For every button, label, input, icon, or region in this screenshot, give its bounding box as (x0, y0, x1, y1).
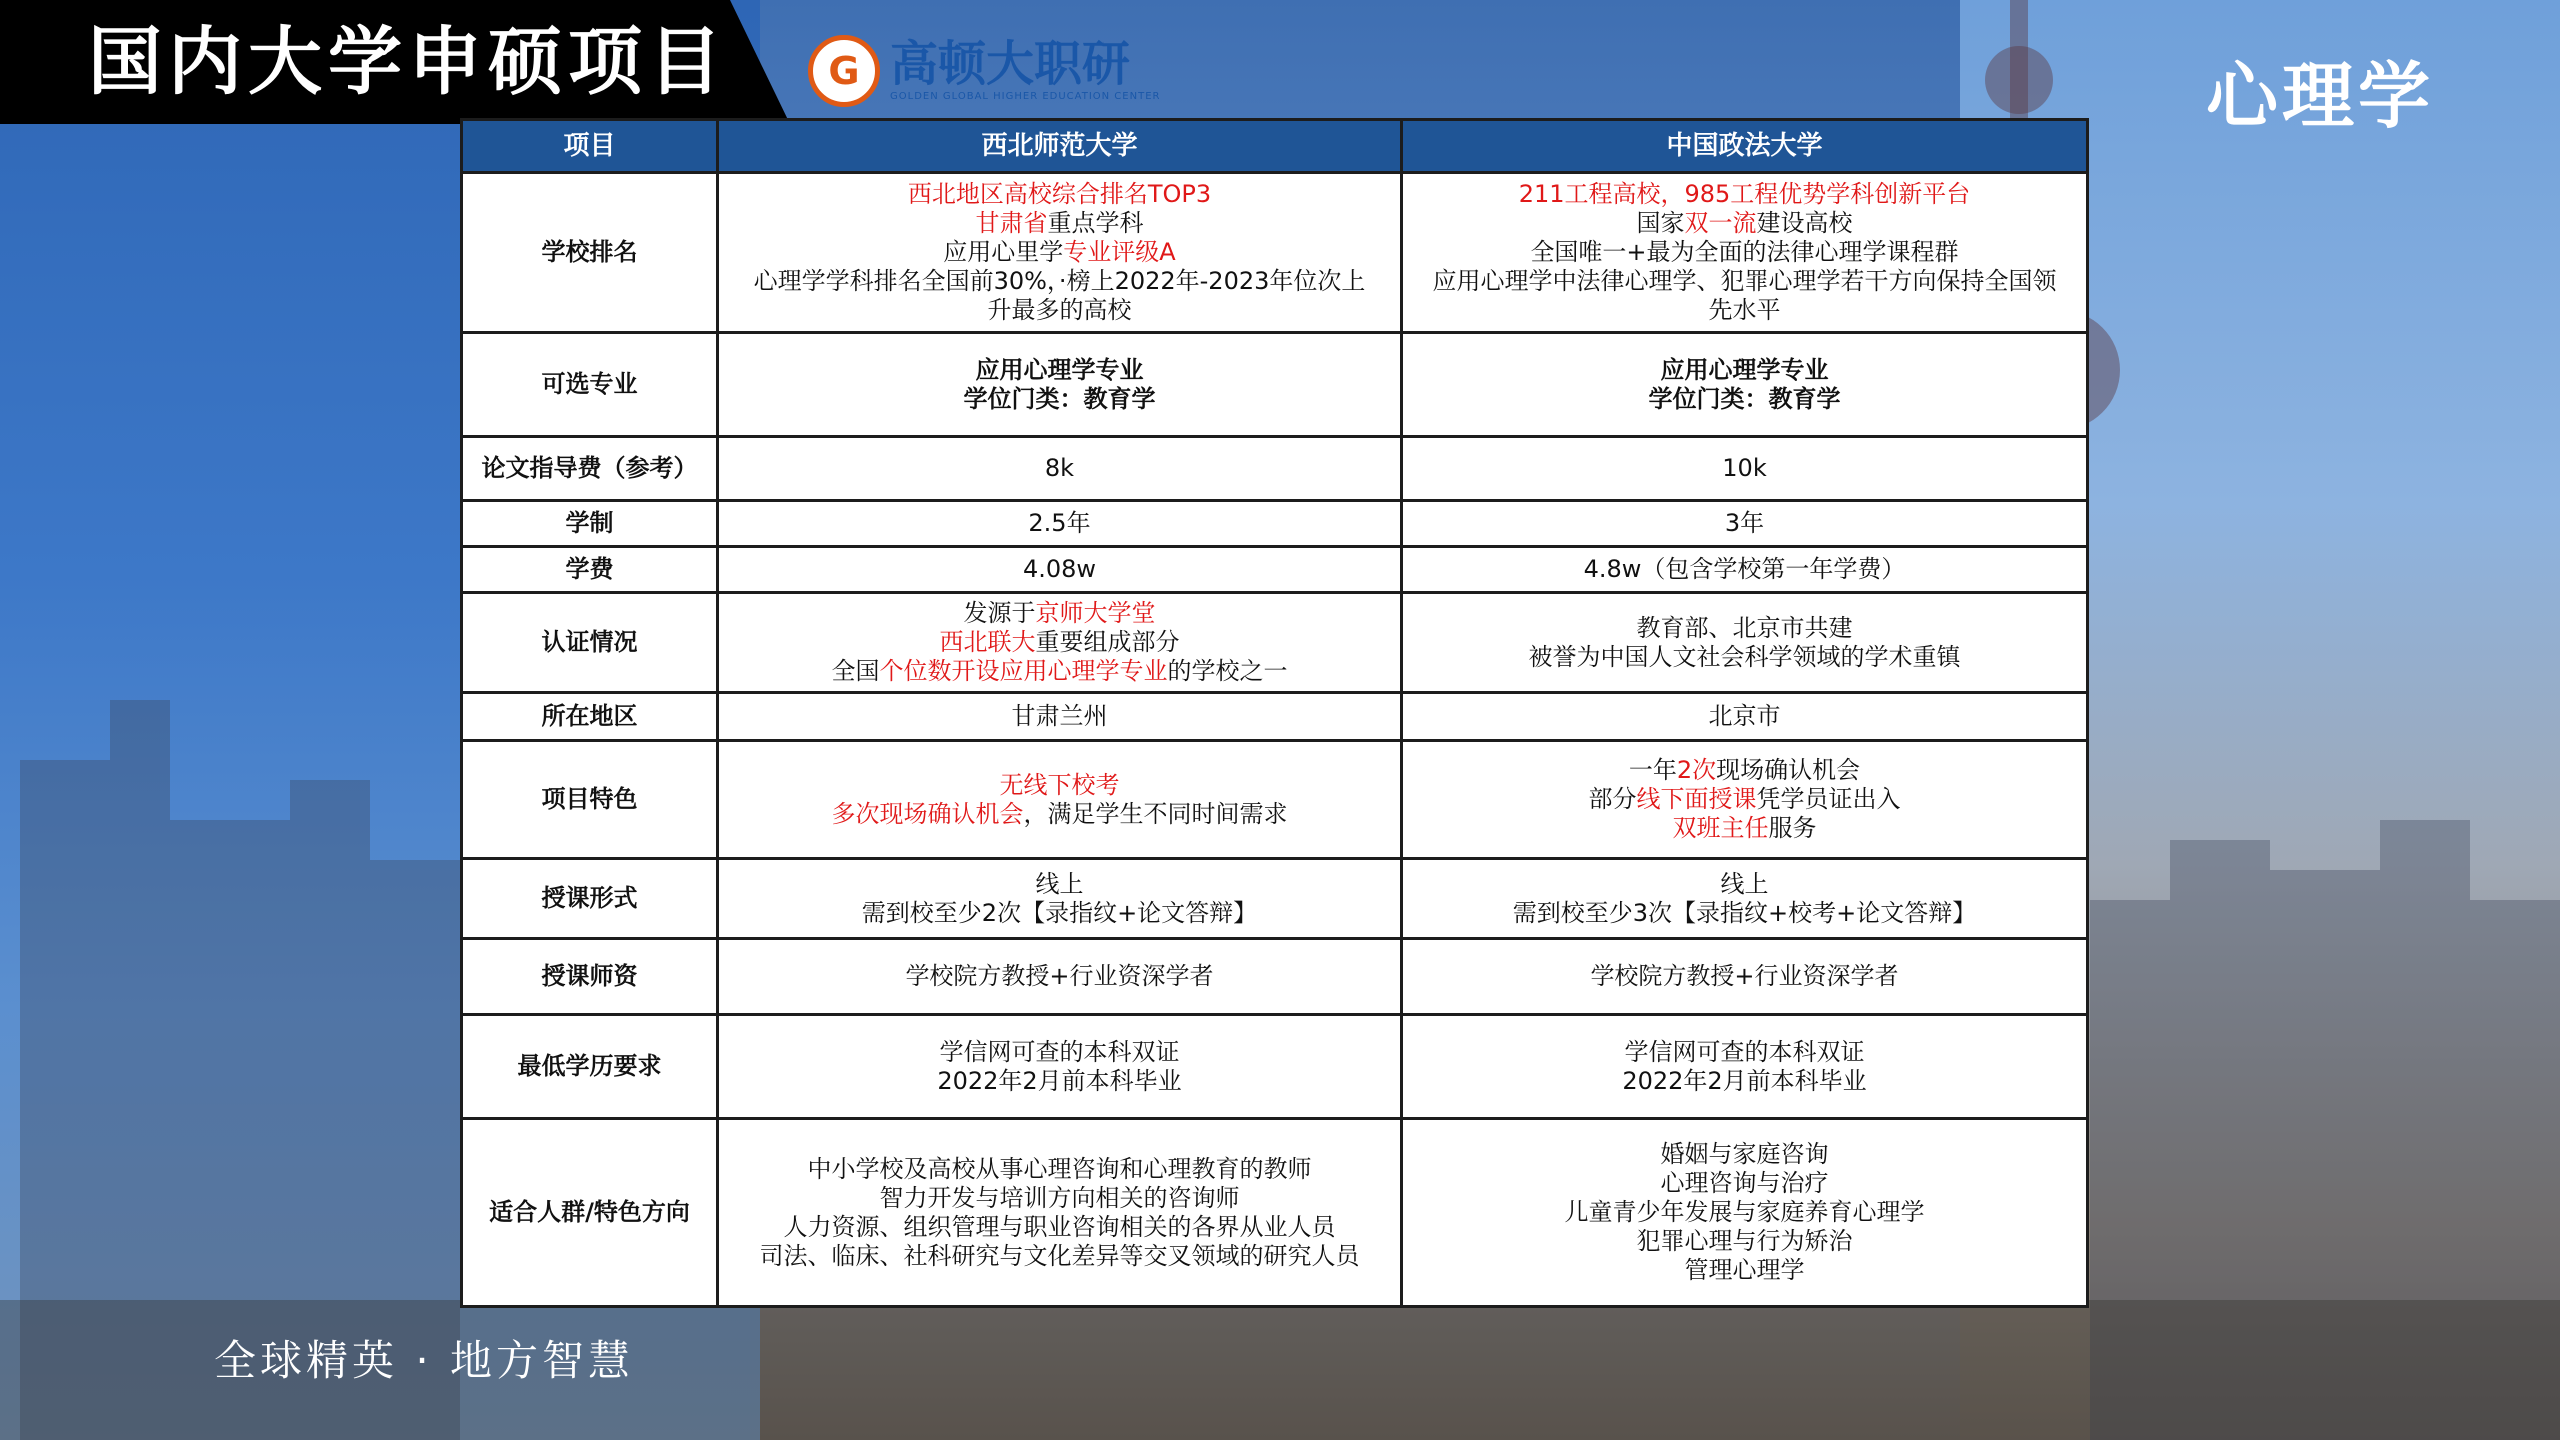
table-row (462, 501, 2088, 547)
row-label: 可选专业 (462, 333, 718, 437)
cell-line (1413, 1227, 2076, 1256)
cell-school-b (1402, 593, 2088, 693)
page-title: 国内大学申硕项目 (88, 19, 728, 105)
cell-line (1413, 614, 2076, 643)
cell-line (1413, 356, 2076, 385)
cell-line (729, 1038, 1390, 1067)
cell-line (1413, 962, 2076, 991)
cell-line (729, 454, 1390, 483)
cell-school-b (1402, 437, 2088, 501)
cell-school-a (718, 501, 1402, 547)
cell-text: 现场确认机会 (1716, 756, 1861, 784)
cell-text: 服务 (1768, 814, 1817, 842)
table-row (462, 1119, 2088, 1307)
cell-text: 2.5年 (1028, 509, 1091, 537)
cell-text: 国家 (1636, 209, 1685, 237)
cell-text: 发源于 (963, 599, 1036, 627)
highlight-text: 211工程高校，985工程优势学科创新平台 (1518, 180, 1971, 208)
cell-line (1413, 180, 2076, 209)
cell-line (1413, 1169, 2076, 1198)
cell-text: 先水平 (1708, 296, 1781, 324)
slogan: 全球精英 · 地方智慧 (214, 1336, 635, 1385)
brand-logo (808, 30, 1160, 112)
row-label: 所在地区 (462, 693, 718, 741)
highlight-text: 双一流 (1684, 209, 1757, 237)
highlight-text: 线下面授课 (1636, 785, 1757, 813)
cell-text: 应用心理学专业 (1660, 355, 1829, 384)
cell-line (729, 356, 1390, 385)
row-label: 学制 (462, 501, 718, 547)
cell-text: 全国 (831, 657, 880, 685)
cell-line (1413, 296, 2076, 325)
cell-line (729, 296, 1390, 325)
cell-line (729, 180, 1390, 209)
cell-text: 学信网可查的本科双证 (939, 1037, 1180, 1066)
highlight-text: 2次 (1676, 756, 1717, 784)
cell-text: 心理学学科排名全国前30%，·榜上2022年-2023年位次上 (753, 267, 1366, 295)
table-row (462, 1015, 2088, 1119)
cell-line (729, 870, 1390, 899)
cell-text: 管理心理学 (1684, 1256, 1805, 1284)
highlight-text: 西北联大 (939, 628, 1036, 656)
cell-text: 需到校至少2次【录指纹+论文答辩】 (861, 898, 1258, 927)
cell-school-b (1402, 693, 2088, 741)
cell-text: 需到校至少3次【录指纹+校考+论文答辩】 (1512, 898, 1977, 927)
cell-text: 的学校之一 (1167, 657, 1288, 685)
cell-line (729, 1213, 1390, 1242)
row-label: 论文指导费（参考） (462, 437, 718, 501)
cell-line (1413, 870, 2076, 899)
row-label: 授课师资 (462, 939, 718, 1015)
cell-text: 2022年2月前本科毕业 (937, 1066, 1182, 1095)
cell-school-a (718, 333, 1402, 437)
cell-line (1413, 509, 2076, 538)
table-row (462, 333, 2088, 437)
cell-text: 应用心理学专业 (975, 355, 1144, 384)
cell-line (729, 899, 1390, 928)
cell-line (1413, 702, 2076, 731)
cell-school-a (718, 173, 1402, 333)
cell-school-a (718, 437, 1402, 501)
cell-line (729, 267, 1390, 296)
cell-line (729, 1184, 1390, 1213)
row-label: 授课形式 (462, 859, 718, 939)
cell-line (729, 657, 1390, 686)
logo-subtitle: GOLDEN GLOBAL HIGHER EDUCATION CENTER (890, 91, 1161, 102)
cell-text: 线上 (1720, 869, 1769, 898)
cell-text: 司法、临床、社科研究与文化差异等交叉领域的研究人员 (759, 1241, 1360, 1270)
cell-line (729, 238, 1390, 267)
table-row (462, 859, 2088, 939)
cell-line (729, 509, 1390, 538)
cell-line (1413, 785, 2076, 814)
highlight-text: 西北地区高校综合排名TOP3 (907, 180, 1212, 208)
cell-line (729, 209, 1390, 238)
cell-text: 建设高校 (1756, 209, 1853, 237)
table-row (462, 437, 2088, 501)
highlight-text: 个位数开设应用心理学专业 (879, 657, 1168, 685)
cell-text: 线上 (1035, 869, 1084, 898)
cell-text: ，满足学生不同时间需求 (1023, 799, 1288, 828)
subject-title: 心理学 (2206, 54, 2435, 138)
comparison-table (460, 118, 2089, 1308)
cell-text: 应用心里学 (943, 238, 1064, 266)
cell-text: 中小学校及高校从事心理咨询和心理教育的教师 (807, 1154, 1312, 1183)
cell-text: 全国唯一+最为全面的法律心理学课程群 (1530, 238, 1959, 266)
cell-text: 部分 (1588, 785, 1637, 813)
cell-text: 升最多的高校 (987, 296, 1132, 324)
cell-school-b (1402, 1015, 2088, 1119)
cell-line (1413, 1067, 2076, 1096)
cell-line (729, 800, 1390, 829)
cell-text: 重点学科 (1047, 209, 1144, 237)
cell-line (1413, 899, 2076, 928)
cell-line (1413, 1140, 2076, 1169)
row-label: 最低学历要求 (462, 1015, 718, 1119)
cell-text: 北京市 (1708, 702, 1781, 730)
cell-school-b (1402, 547, 2088, 593)
cell-line (1413, 1256, 2076, 1285)
logo-name: 高顿大职研 (890, 36, 1131, 92)
cell-school-a (718, 1015, 1402, 1119)
cell-line (1413, 1198, 2076, 1227)
cell-text: 儿童青少年发展与家庭养育心理学 (1564, 1198, 1925, 1226)
cell-text: 学位门类：教育学 (963, 384, 1156, 413)
cell-school-b (1402, 939, 2088, 1015)
cell-line (729, 771, 1390, 800)
cell-school-a (718, 939, 1402, 1015)
cell-text: 3年 (1724, 509, 1765, 537)
cell-text: 重要组成部分 (1035, 628, 1180, 656)
cell-text: 心理咨询与治疗 (1660, 1169, 1829, 1197)
cell-line (1413, 238, 2076, 267)
cell-school-a (718, 547, 1402, 593)
highlight-text: 无线下校考 (999, 770, 1120, 799)
table-row (462, 939, 2088, 1015)
row-label: 适合人群/特色方向 (462, 1119, 718, 1307)
cell-line (1413, 454, 2076, 483)
cell-school-a (718, 859, 1402, 939)
logo-mark-icon: G (808, 35, 880, 107)
cell-line (729, 702, 1390, 731)
cell-school-b (1402, 1119, 2088, 1307)
cell-line (1413, 643, 2076, 672)
highlight-text: 多次现场确认机会 (831, 799, 1024, 828)
table-header-row (462, 120, 2088, 173)
cell-line (729, 385, 1390, 414)
highlight-text: 双班主任 (1672, 814, 1769, 842)
row-label: 项目特色 (462, 741, 718, 859)
cell-line (1413, 814, 2076, 843)
cell-school-b (1402, 859, 2088, 939)
cell-text: 学校院方教授+行业资深学者 (905, 962, 1214, 990)
header-school-a: 西北师范大学 (718, 120, 1402, 173)
table-row (462, 693, 2088, 741)
cell-line (1413, 1038, 2076, 1067)
row-label: 学费 (462, 547, 718, 593)
row-label: 认证情况 (462, 593, 718, 693)
cell-text: 10k (1722, 454, 1767, 482)
highlight-text: 甘肃省 (975, 209, 1048, 237)
cell-line (729, 1242, 1390, 1271)
cell-line (1413, 209, 2076, 238)
row-label: 学校排名 (462, 173, 718, 333)
cell-line (729, 962, 1390, 991)
cell-school-a (718, 741, 1402, 859)
cell-line (729, 1155, 1390, 1184)
table-row (462, 741, 2088, 859)
cell-text: 学校院方教授+行业资深学者 (1590, 962, 1899, 990)
cell-school-a (718, 1119, 1402, 1307)
cell-text: 学位门类：教育学 (1648, 384, 1841, 413)
cell-line (729, 555, 1390, 584)
cell-text: 教育部、北京市共建 (1636, 613, 1853, 642)
cell-school-b (1402, 501, 2088, 547)
header-item: 项目 (462, 120, 718, 173)
cell-line (729, 628, 1390, 657)
cell-line (1413, 385, 2076, 414)
highlight-text: 京师大学堂 (1035, 599, 1156, 627)
cell-school-b (1402, 173, 2088, 333)
cell-text: 4.08w (1022, 555, 1097, 583)
cell-text: 4.8w（包含学校第一年学费） (1583, 555, 1906, 583)
cell-text: 凭学员证出入 (1756, 785, 1901, 813)
cell-school-a (718, 693, 1402, 741)
cell-text: 甘肃兰州 (1011, 702, 1108, 730)
cell-line (1413, 267, 2076, 296)
cell-line (729, 599, 1390, 628)
table-row (462, 173, 2088, 333)
cell-text: 2022年2月前本科毕业 (1622, 1066, 1867, 1095)
cell-school-a (718, 593, 1402, 693)
cell-school-b (1402, 741, 2088, 859)
table-row (462, 593, 2088, 693)
highlight-text: 专业评级A (1063, 238, 1176, 266)
cell-text: 应用心理学中法律心理学、犯罪心理学若干方向保持全国领 (1432, 267, 2057, 295)
cell-line (1413, 756, 2076, 785)
cell-text: 婚姻与家庭咨询 (1660, 1140, 1829, 1168)
cell-line (729, 1067, 1390, 1096)
cell-text: 8k (1044, 454, 1075, 482)
cell-line (1413, 555, 2076, 584)
cell-text: 一年 (1628, 756, 1677, 784)
cell-text: 学信网可查的本科双证 (1624, 1037, 1865, 1066)
cell-text: 智力开发与培训方向相关的咨询师 (879, 1183, 1240, 1212)
cell-text: 被誉为中国人文社会科学领域的学术重镇 (1528, 642, 1961, 671)
cell-school-b (1402, 333, 2088, 437)
header-school-b: 中国政法大学 (1402, 120, 2088, 173)
table-row (462, 547, 2088, 593)
cell-text: 人力资源、组织管理与职业咨询相关的各界从业人员 (783, 1212, 1336, 1241)
cell-text: 犯罪心理与行为矫治 (1636, 1227, 1853, 1255)
